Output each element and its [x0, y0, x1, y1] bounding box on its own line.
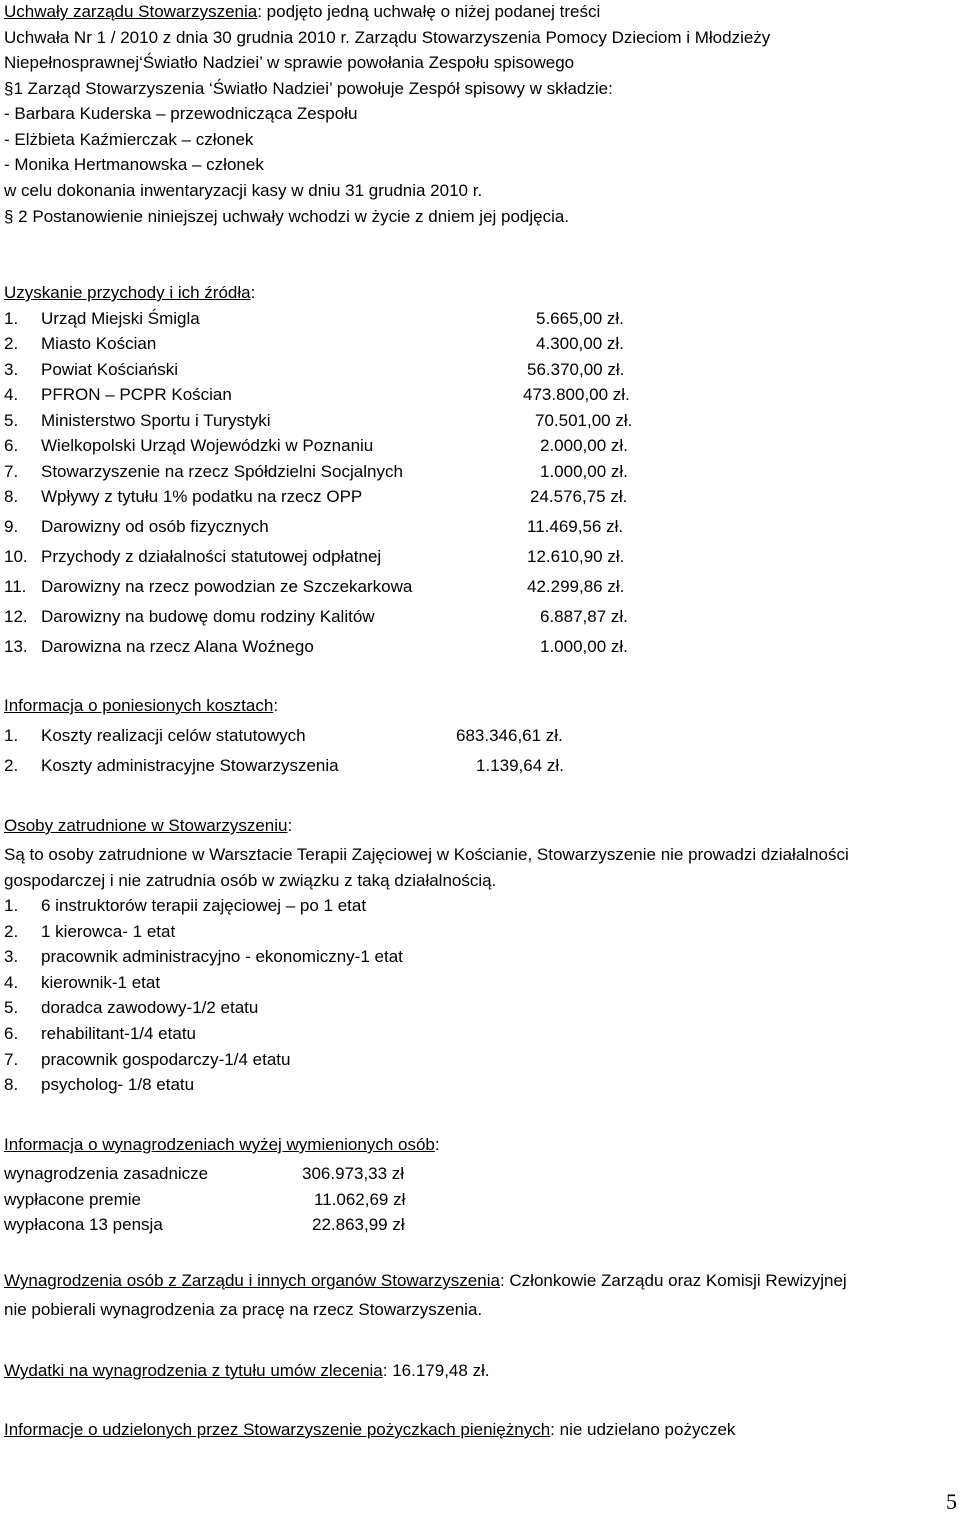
cost-amount: 683.346,61 zł. — [456, 726, 563, 745]
income-amount: 56.370,00 zł. — [527, 360, 625, 379]
resolution-text-line: Uchwała Nr 1 / 2010 z dnia 30 grudnia 2010 r. Zarządu Stowarzyszenia Pomocy Dzieciom i Młodzieży — [4, 28, 771, 47]
income-label: Darowizna na rzecz Alana Woźnego — [41, 637, 314, 656]
income-amount: 1.000,00 zł. — [540, 462, 628, 481]
employees-text-line: Są to osoby zatrudnione w Warsztacie Terapii Zajęciowej w Kościanie, Stowarzyszenie nie prowadzi działalności — [4, 845, 849, 864]
resolution-text-line: Niepełnosprawnej‘Światło Nadziei’ w sprawie powołania Zespołu spisowego — [4, 53, 575, 72]
income-amount: 5.665,00 zł. — [536, 309, 624, 328]
contracts-heading: Wydatki na wynagrodzenia z tytułu umów zlecenia — [4, 1361, 383, 1380]
costs-heading-line — [4, 696, 278, 716]
cost-label: Koszty realizacji celów statutowych — [41, 726, 306, 745]
income-amount: 70.501,00 zł. — [535, 411, 633, 430]
income-label: Urząd Miejski Śmigla — [41, 309, 200, 328]
cost-amount: 1.139,64 zł. — [476, 756, 564, 775]
employee-label: 1 kierowca- 1 etat — [41, 922, 176, 941]
employee-label: pracownik gospodarczy-1/4 etatu — [41, 1050, 291, 1069]
income-amount: 1.000,00 zł. — [540, 637, 628, 656]
employees-heading: Osoby zatrudnione w Stowarzyszeniu — [4, 816, 288, 835]
income-label: Stowarzyszenie na rzecz Spółdzielni Socjalnych — [41, 462, 403, 481]
salary-amount: 306.973,33 zł — [302, 1164, 405, 1183]
employee-num: 2. — [4, 922, 19, 941]
income-num: 10. — [4, 547, 28, 566]
cost-num: 1. — [4, 726, 19, 745]
income-num: 12. — [4, 607, 28, 626]
resolutions-heading-rest: : podjęto jedną uchwałę o niżej podanej treści — [257, 2, 601, 21]
resolution-text-line: - Monika Hertmanowska – członek — [4, 155, 264, 174]
salary-label: wynagrodzenia zasadnicze — [4, 1164, 209, 1183]
salary-amount: 22.863,99 zł — [312, 1215, 405, 1234]
income-num: 5. — [4, 411, 19, 430]
employee-num: 5. — [4, 998, 19, 1017]
income-num: 11. — [4, 577, 27, 596]
income-amount: 24.576,75 zł. — [530, 487, 628, 506]
contracts-line — [4, 1361, 490, 1381]
income-label: Darowizny od osób fizycznych — [41, 517, 269, 536]
employee-label: kierownik-1 etat — [41, 973, 161, 992]
resolution-text-line: § 2 Postanowienie niniejszej uchwały wchodzi w życie z dniem jej podjęcia. — [4, 207, 570, 226]
salaries-heading-line — [4, 1135, 440, 1155]
income-heading-colon: : — [250, 283, 256, 302]
income-amount: 2.000,00 zł. — [540, 436, 628, 455]
resolution-text-line: w celu dokonania inwentaryzacji kasy w dniu 31 grudnia 2010 r. — [4, 181, 483, 200]
employee-num: 8. — [4, 1075, 19, 1094]
income-label: Miasto Kościan — [41, 334, 157, 353]
employees-heading-line — [4, 816, 292, 836]
employee-label: pracownik administracyjno - ekonomiczny-1 etat — [41, 947, 403, 966]
income-label: Darowizny na budowę domu rodziny Kalitów — [41, 607, 375, 626]
salary-amount: 11.062,69 zł — [314, 1190, 406, 1209]
page-number: 5 — [946, 1489, 957, 1514]
employee-label: psycholog- 1/8 etatu — [41, 1075, 195, 1094]
employee-num: 6. — [4, 1024, 19, 1043]
income-label: Darowizny na rzecz powodzian ze Szczekarkowa — [41, 577, 413, 596]
income-label: Wielkopolski Urząd Wojewódzki w Poznaniu — [41, 436, 374, 455]
resolution-text-line: §1 Zarząd Stowarzyszenia ‘Światło Nadziei’ powołuje Zespół spisowy w składzie: — [4, 79, 613, 98]
resolutions-heading: Uchwały zarządu Stowarzyszenia — [4, 2, 258, 21]
loans-line — [4, 1420, 735, 1440]
income-num: 2. — [4, 334, 19, 353]
salary-label: wypłacone premie — [4, 1190, 142, 1209]
income-num: 7. — [4, 462, 19, 481]
income-num: 1. — [4, 309, 19, 328]
contracts-text: : 16.179,48 zł. — [382, 1361, 490, 1380]
income-label: Ministerstwo Sportu i Turystyki — [41, 411, 271, 430]
salary-label: wypłacona 13 pensja — [4, 1215, 163, 1234]
income-num: 4. — [4, 385, 19, 404]
income-label: Wpływy z tytułu 1% podatku na rzecz OPP — [41, 487, 363, 506]
salaries-heading-colon: : — [434, 1135, 440, 1154]
costs-heading-colon: : — [273, 696, 279, 715]
salaries-heading: Informacja o wynagrodzeniach wyżej wymienionych osób — [4, 1135, 435, 1154]
employee-num: 1. — [4, 896, 19, 915]
income-num: 13. — [4, 637, 28, 656]
employees-heading-colon: : — [287, 816, 293, 835]
employees-text-line: gospodarczej i nie zatrudnia osób w związku z taką działalnością. — [4, 871, 497, 890]
income-amount: 42.299,86 zł. — [527, 577, 625, 596]
income-heading: Uzyskanie przychody i ich źródła — [4, 283, 251, 302]
resolutions-heading-line — [4, 2, 600, 22]
employee-label: rehabilitant-1/4 etatu — [41, 1024, 196, 1043]
income-amount: 473.800,00 zł. — [523, 385, 630, 404]
income-label: Przychody z działalności statutowej odpłatnej — [41, 547, 382, 566]
costs-heading: Informacja o poniesionych kosztach — [4, 696, 274, 715]
income-amount: 4.300,00 zł. — [536, 334, 624, 353]
cost-num: 2. — [4, 756, 19, 775]
income-heading-line — [4, 283, 255, 303]
income-num: 8. — [4, 487, 19, 506]
board-text: : Członkowie Zarządu oraz Komisji Rewizyjnej — [499, 1271, 847, 1290]
income-label: PFRON – PCPR Kościan — [41, 385, 232, 404]
income-amount: 12.610,90 zł. — [527, 547, 625, 566]
board-text-line: nie pobierali wynagrodzenia za pracę na rzecz Stowarzyszenia. — [4, 1300, 483, 1319]
loans-text: : nie udzielano pożyczek — [550, 1420, 736, 1439]
resolution-text-line: - Barbara Kuderska – przewodnicząca Zespołu — [4, 104, 358, 123]
employee-num: 4. — [4, 973, 19, 992]
resolution-text-line: - Elżbieta Kaźmierczak – członek — [4, 130, 254, 149]
income-amount: 6.887,87 zł. — [540, 607, 628, 626]
income-num: 3. — [4, 360, 19, 379]
income-amount: 11.469,56 zł. — [527, 517, 624, 536]
cost-label: Koszty administracyjne Stowarzyszenia — [41, 756, 339, 775]
employee-num: 3. — [4, 947, 19, 966]
loans-heading: Informacje o udzielonych przez Stowarzyszenie pożyczkach pieniężnych — [4, 1420, 551, 1439]
board-heading-line — [4, 1271, 847, 1291]
employee-label: 6 instruktorów terapii zajęciowej – po 1 etat — [41, 896, 367, 915]
employee-label: doradca zawodowy-1/2 etatu — [41, 998, 259, 1017]
income-num: 9. — [4, 517, 19, 536]
income-num: 6. — [4, 436, 19, 455]
income-label: Powiat Kościański — [41, 360, 179, 379]
employee-num: 7. — [4, 1050, 19, 1069]
board-heading: Wynagrodzenia osób z Zarządu i innych organów Stowarzyszenia — [4, 1271, 500, 1290]
